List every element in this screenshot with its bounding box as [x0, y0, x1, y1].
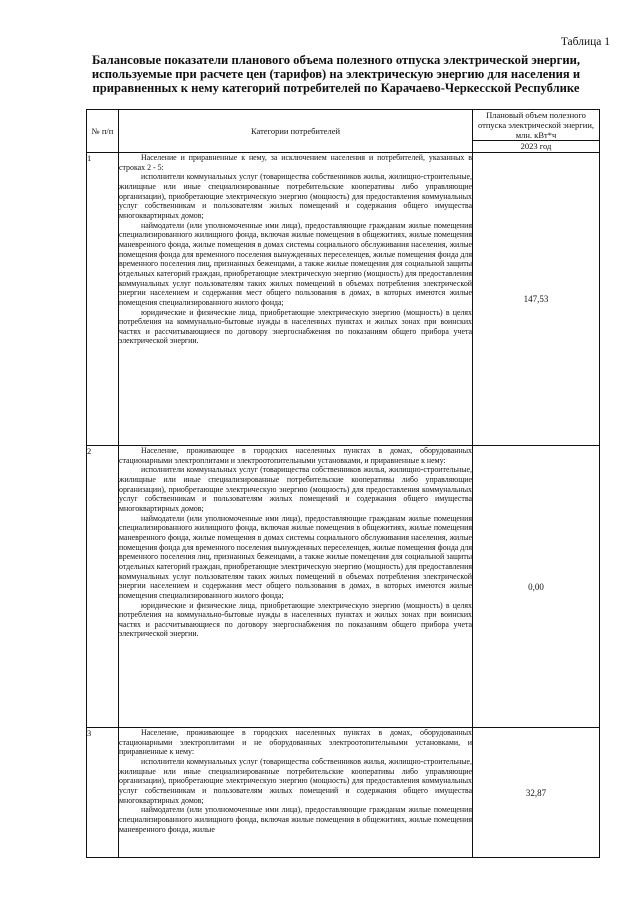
header-volume: Плановый объем полезного отпуска электрической энергии, млн. кВт*ч	[473, 110, 600, 141]
row-category	[119, 153, 473, 446]
category-paragraph: исполнители коммунальных услуг (товарищества собственников жилья, жилищно-строительные, жилищные или иные специализированные потребительские кооперативы либо управляющие организации), приобретающие электрическую энергию (мощность) для предоставления коммунальных услуг собственникам и пользователям жилых помещений и содержания общего имущества многоквартирных домов;	[119, 465, 472, 513]
row-volume-value: 0,00	[473, 446, 600, 728]
category-paragraph: юридические и физические лица, приобретающие электрическую энергию (мощность) в целях потребления на коммунально-бытовые нужды в населенных пунктах и жилых зонах при воинских частях и рассчитывающиеся по договору энергоснабжения по показаниям общего прибора учета электрической энергии.	[119, 600, 472, 639]
row-number: 3	[87, 728, 119, 858]
table-row	[87, 153, 600, 446]
table-row	[87, 446, 600, 728]
row-number: 2	[87, 446, 119, 728]
category-paragraph: наймодатели (или уполномоченные ими лица), предоставляющие гражданам жилые помещения специализированного жилищного фонда, включая жилые помещения в общежитиях, жилые помещения маневренного фонда, жилые помещения в домах системы социального обслуживания населения, жилые помещения фонда для временного поселения вынужденных переселенцев, жилые помещения фонда для временного поселения лиц, признанных беженцами, а также жилые помещения для социальной защиты отдельных категорий граждан, приобретающие электрическую энергию (мощность) для предоставления коммунальных услуг пользователям таких жилых помещений в объемах потребления электрической энергии населением и содержания мест общего пользования в домах, в которых имеются жилые помещения специализированного жилого фонда;	[119, 513, 472, 600]
header-number: № п/п	[87, 110, 119, 153]
table-row	[87, 728, 600, 858]
balance-table	[86, 109, 600, 858]
category-paragraph: наймодатели (или уполномоченные ими лица), предоставляющие гражданам жилые помещения специализированного жилищного фонда, включая жилые помещения в общежитиях, жилые помещения маневренного фонда, жилые	[119, 805, 472, 834]
category-paragraph: Население, проживающее в городских населенных пунктах в домах, оборудованных стационарными электроплитами и электроотопительными установками, и приравненные к нему:	[119, 446, 472, 465]
category-paragraph: исполнители коммунальных услуг (товарищества собственников жилья, жилищно-строительные, жилищные или иные специализированные потребительские кооперативы либо управляющие организации), приобретающие электрическую энергию (мощность) для предоставления коммунальных услуг собственникам и пользователям жилых помещений и содержания общего имущества многоквартирных домов;	[119, 756, 472, 805]
category-paragraph: Население и приравненные к нему, за исключением населения и потребителей, указанных в строках 2 - 5:	[119, 153, 472, 172]
row-volume-value: 147,53	[473, 153, 600, 446]
header-category: Категории потребителей	[119, 110, 473, 153]
table-number-label: Таблица 1	[560, 36, 610, 48]
category-paragraph: Население, проживающее в городских населенных пунктах в домах, оборудованных стационарными электроплитами и не оборудованных электроотопительными установками, и приравненные к нему:	[119, 728, 472, 757]
document-title: Балансовые показатели планового объема полезного отпуска электрической энергии, используемые при расчете цен (тарифов) на электрическую энергию для населения и приравненных к нему категорий потребителей по Карачаево-Черкесской Республике	[91, 53, 581, 95]
category-paragraph: наймодатели (или уполномоченные ими лица), предоставляющие гражданам жилые помещения специализированного жилищного фонда, включая жилые помещения в общежитиях, жилые помещения маневренного фонда, жилые помещения в домах системы социального обслуживания населения, жилые помещения фонда для временного поселения вынужденных переселенцев, жилые помещения фонда для временного поселения лиц, признанных беженцами, а также жилые помещения для социальной защиты отдельных категорий граждан, приобретающие электрическую энергию (мощность) для предоставления коммунальных услуг пользователям таких жилых помещений в объемах потребления электрической энергии населением и содержания мест общего пользования в домах, в которых имеются жилые помещения специализированного жилого фонда;	[119, 220, 472, 307]
table-header-row	[87, 110, 600, 141]
row-number: 1	[87, 153, 119, 446]
row-category	[119, 728, 473, 858]
header-year: 2023 год	[473, 141, 600, 153]
row-volume-value: 32,87	[473, 728, 600, 858]
category-paragraph: юридические и физические лица, приобретающие электрическую энергию (мощность) в целях потребления на коммунально-бытовые нужды в населенных пунктах и жилых зонах при воинских частях и рассчитывающиеся по договору энергоснабжения по показаниям общего прибора учета электрической энергии.	[119, 307, 472, 346]
category-paragraph: исполнители коммунальных услуг (товарищества собственников жилья, жилищно-строительные, жилищные или иные специализированные потребительские кооперативы либо управляющие организации), приобретающие электрическую энергию (мощность) для предоставления коммунальных услуг собственникам и пользователям жилых помещений и содержания общего имущества многоквартирных домов;	[119, 172, 472, 220]
row-category	[119, 446, 473, 728]
